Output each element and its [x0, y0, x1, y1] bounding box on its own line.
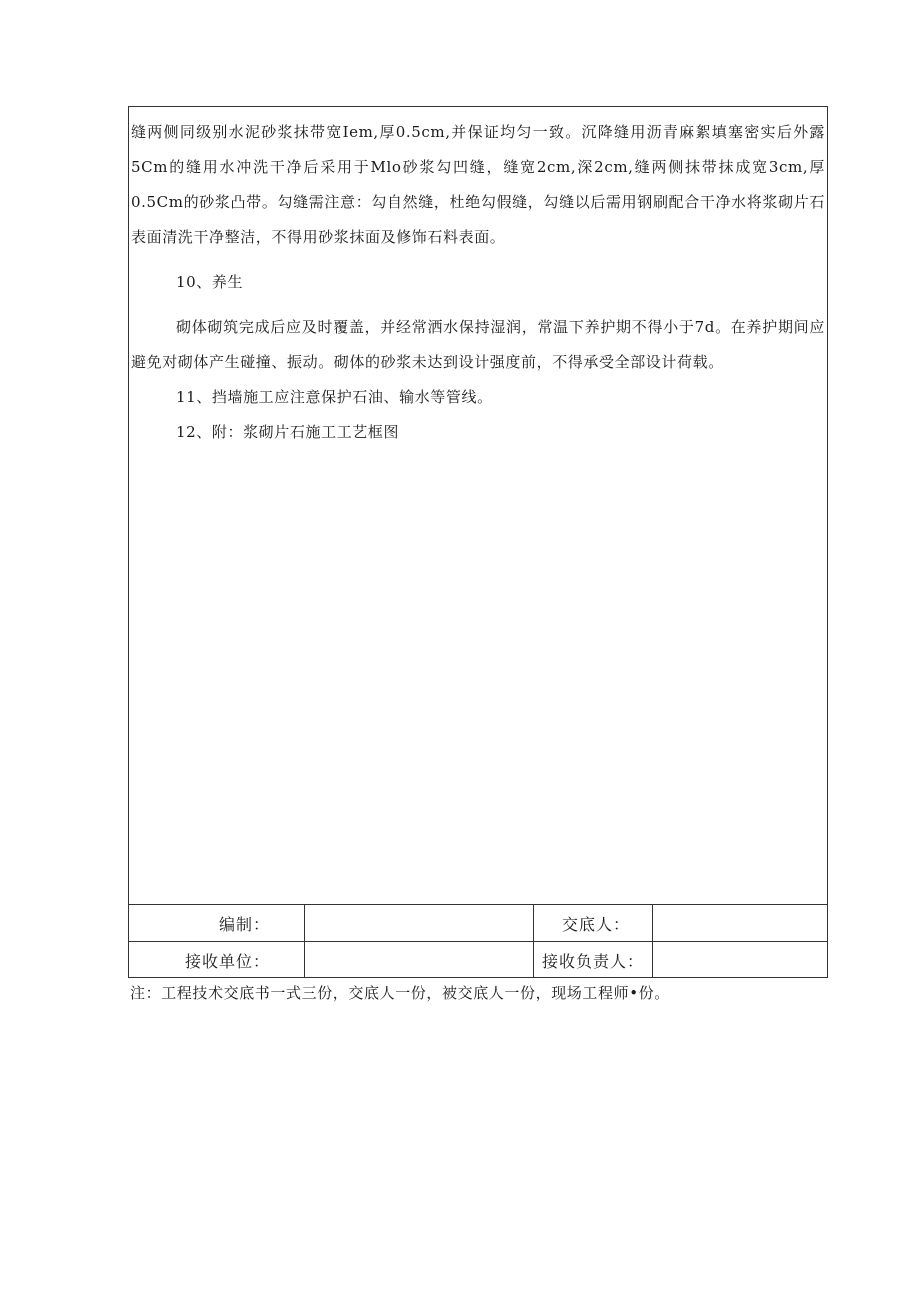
item-11-pipeline-protection: 11、挡墙施工应注意保护石油、输水等管线。	[176, 388, 493, 406]
compiler-label: 编制：	[129, 905, 305, 941]
copies-note: 注：工程技术交底书一式三份，交底人一份，被交底人一份，现场工程师•份。	[130, 984, 670, 1002]
compiler-field[interactable]	[305, 905, 534, 941]
paragraph-curing: 砌体砌筑完成后应及时覆盖，并经常洒水保持湿润，常温下养护期不得小于7d。在养护期间应避免对砌体产生碰撞、振动。砌体的砂浆未达到设计强度前，不得承受全部设计荷载。	[131, 318, 825, 371]
receiver-person-field[interactable]	[653, 942, 827, 978]
paragraph-joint-treatment: 缝两侧同级别水泥砂浆抹带宽Iem,厚0.5cm,并保证均匀一致。沉降缝用沥青麻絮填塞密实后外露5Cm的缝用水冲洗干净后采用于Mlo砂浆勾凹缝，缝宽2cm,深2cm,缝两侧抹带抹成宽3cm,厚0.5Cm的砂浆凸带。勾缝需注意：勾自然缝，杜绝勾假缝，勾缝以后需用钢刷配合干净水将浆砌片石表面清洗干净整洁，不得用砂浆抹面及修饰石料表面。	[131, 123, 825, 246]
signature-row-compiler	[129, 905, 827, 942]
handover-person-field[interactable]	[653, 905, 827, 941]
handover-person-label: 交底人：	[534, 905, 653, 941]
heading-curing: 10、养生	[176, 273, 244, 291]
item-12-attachment: 12、附：浆砌片石施工工艺框图	[176, 423, 400, 441]
technical-disclosure-table	[128, 106, 828, 978]
disclosure-content	[129, 107, 827, 905]
receiver-unit-label: 接收单位：	[129, 942, 305, 978]
receiver-person-label: 接收负责人：	[534, 942, 653, 978]
signature-row-receiver	[129, 942, 827, 978]
receiver-unit-field[interactable]	[305, 942, 534, 978]
